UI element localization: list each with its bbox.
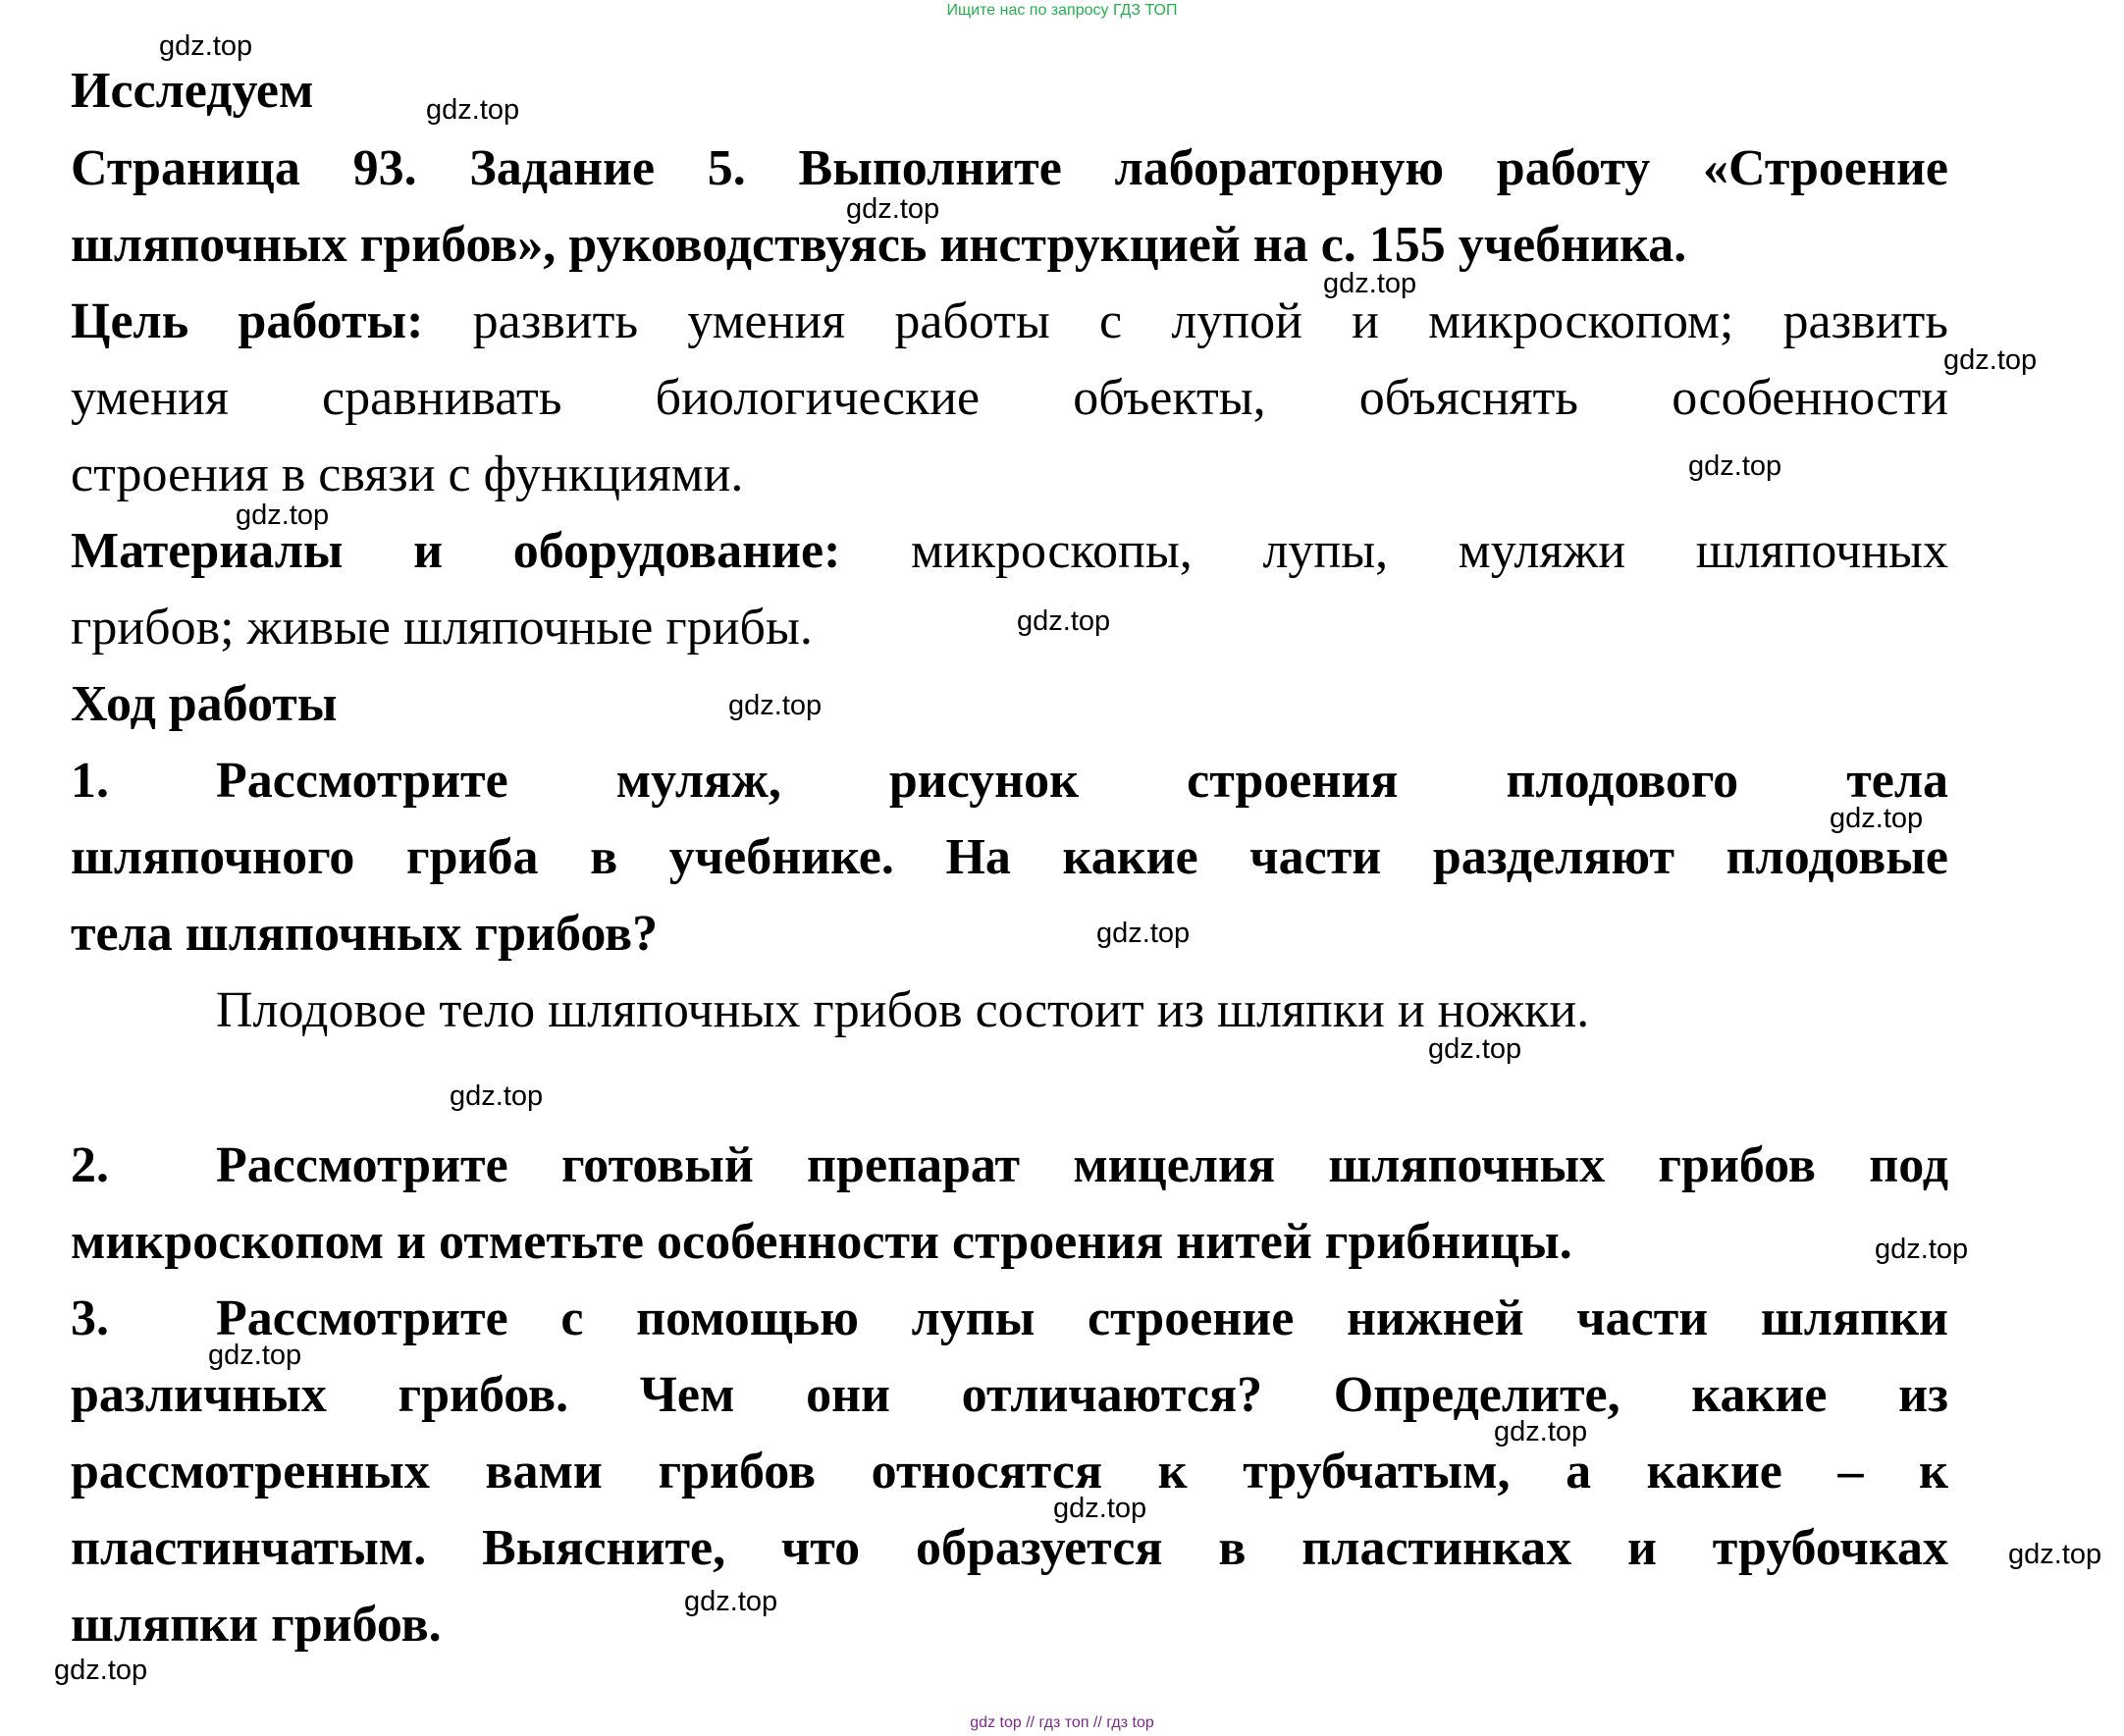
watermark: gdz.top (1428, 1033, 1522, 1065)
watermark: gdz.top (1943, 344, 2038, 376)
watermark: gdz.top (1875, 1234, 1969, 1265)
step1-number: 1. (71, 753, 109, 809)
step2-text-1: Рассмотрите готовый препарат мицелия шляпочных грибов под (216, 1137, 1948, 1193)
heading-research: Исследуем (71, 63, 314, 119)
step3-line-4: пластинчатым. Выясните, что образуется в пластинках и трубочках (71, 1520, 1948, 1576)
step1-line-2: шляпочного гриба в учебнике. На какие части разделяют плодовые (71, 829, 1948, 885)
watermark: gdz.top (426, 94, 520, 126)
goal-line-1 (71, 292, 1948, 351)
step3-line-3: рассмотренных вами грибов относятся к трубчатым, а какие – к (71, 1444, 1948, 1499)
bottom-banner: gdz top // гдз топ // гдз top (970, 1714, 1154, 1731)
watermark: gdz.top (1096, 918, 1191, 949)
watermark: gdz.top (1688, 450, 1782, 482)
procedure-heading: Ход работы (71, 676, 338, 732)
task-line-2: шляпочных грибов», руководствуясь инструкцией на с. 155 учебника. (71, 217, 1687, 273)
watermark: gdz.top (450, 1080, 544, 1112)
watermark: gdz.top (1053, 1493, 1147, 1524)
watermark: gdz.top (1494, 1416, 1588, 1447)
task-line-1: Страница 93. Задание 5. Выполните лабораторную работу «Строение (71, 140, 1948, 196)
step1-text-1: Рассмотрите муляж, рисунок строения плодового тела (216, 753, 1948, 809)
step3-line-1 (71, 1289, 1948, 1348)
goal-text-1: развить умения работы с лупой и микроскопом; развить (472, 293, 1948, 349)
materials-line-2: грибов; живые шляпочные грибы. (71, 600, 813, 656)
watermark: gdz.top (54, 1655, 148, 1686)
step2-line-2: микроскопом и отметьте особенности строения нитей грибницы. (71, 1214, 1572, 1270)
step1-answer: Плодовое тело шляпочных грибов состоит из шляпки и ножки. (216, 982, 1590, 1038)
watermark: gdz.top (1017, 605, 1111, 637)
step3-number: 3. (71, 1290, 109, 1346)
watermark: gdz.top (1830, 803, 1924, 834)
step1-line-1 (71, 752, 1948, 811)
watermark: gdz.top (2008, 1539, 2102, 1570)
step3-line-5: шляпки грибов. (71, 1597, 442, 1653)
watermark: gdz.top (236, 500, 330, 531)
step1-line-3: тела шляпочных грибов? (71, 906, 659, 962)
watermark: gdz.top (1323, 268, 1417, 299)
step2-number: 2. (71, 1137, 109, 1193)
materials-text-1: микроскопы, лупы, муляжи шляпочных (911, 523, 1948, 579)
watermark: gdz.top (684, 1586, 778, 1617)
watermark: gdz.top (159, 30, 253, 62)
materials-line-1 (71, 522, 1948, 581)
watermark: gdz.top (728, 690, 823, 721)
step2-line-1 (71, 1136, 1948, 1195)
materials-label: Материалы и оборудование: (71, 523, 841, 579)
step3-text-1: Рассмотрите с помощью лупы строение нижней части шляпки (216, 1290, 1948, 1346)
step3-line-2: различных грибов. Чем они отличаются? Определите, какие из (71, 1367, 1948, 1423)
watermark: gdz.top (208, 1340, 302, 1371)
watermark: gdz.top (846, 193, 940, 225)
goal-label: Цель работы: (71, 293, 424, 349)
goal-line-2: умения сравнивать биологические объекты, объяснять особенности (71, 370, 1948, 426)
goal-line-3: строения в связи с функциями. (71, 447, 744, 502)
top-banner: Ищите нас по запросу ГДЗ ТОП (946, 2, 1178, 19)
